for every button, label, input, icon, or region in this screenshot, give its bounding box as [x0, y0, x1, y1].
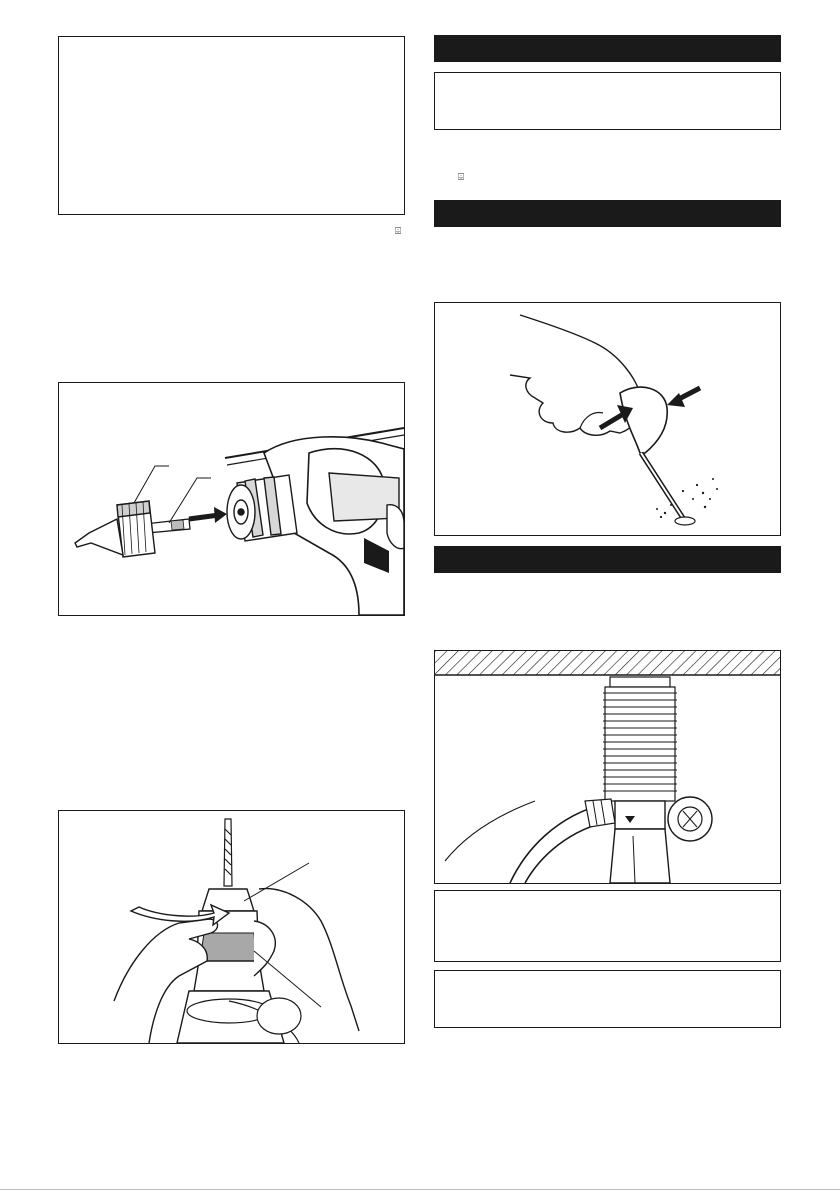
dust-bellows-illustration [435, 651, 780, 883]
figure-hand-chuck-sleeve [58, 810, 405, 1044]
section-heading-bar-2 [434, 200, 781, 227]
note-box-right-top [434, 72, 781, 130]
hands-chuck-illustration [59, 811, 404, 1043]
note-box-left [58, 36, 405, 215]
note-box-right-bottom-2 [434, 970, 781, 1028]
carton-icon: ⌹ [458, 172, 464, 183]
section-heading-bar-1 [434, 35, 781, 62]
footer-rule [0, 1189, 840, 1190]
chuck-adapter-illustration [59, 383, 404, 615]
figure-dust-cup-bellows [434, 650, 781, 884]
figure-chuck-adapter [58, 382, 405, 616]
note-box-right-bottom-1 [434, 890, 781, 962]
blow-out-bulb-illustration [435, 303, 780, 535]
carton-icon: ⌹ [395, 226, 401, 237]
figure-blow-out-bulb [434, 302, 781, 536]
section-heading-bar-3 [434, 546, 781, 573]
